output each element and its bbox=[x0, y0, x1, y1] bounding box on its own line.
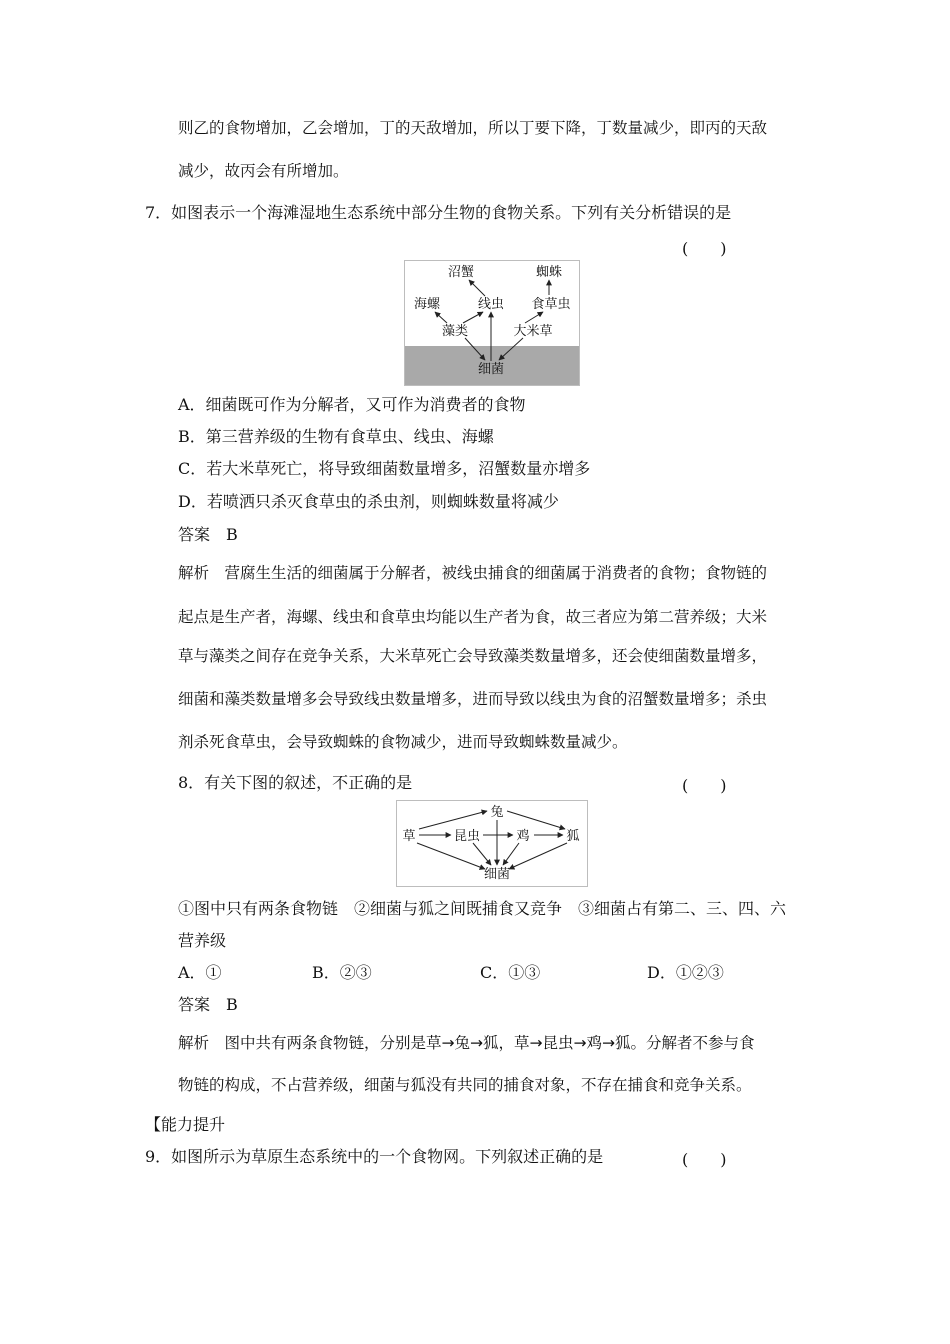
node-algae: 藻类 bbox=[441, 324, 469, 339]
q8-food-web-diagram bbox=[396, 800, 588, 887]
node-fox: 狐 bbox=[566, 829, 580, 844]
q7-option-c[interactable]: C．若大米草死亡，将导致细菌数量增多，沼蟹数量亦增多 bbox=[178, 459, 591, 478]
continuation-line-2: 减少，故丙会有所增加。 bbox=[178, 162, 349, 180]
q7-food-web-diagram bbox=[404, 260, 580, 386]
section-heading-ability: 【能力提升 bbox=[145, 1115, 226, 1134]
q7-answer: 答案 B bbox=[178, 525, 238, 544]
q8-statements-line-1: ①图中只有两条食物链 ②细菌与狐之间既捕食又竞争 ③细菌占有第二、三、四、六 bbox=[178, 899, 787, 918]
node-sea-snail: 海螺 bbox=[413, 297, 441, 312]
q7-analysis-line-3: 草与藻类之间存在竞争关系，大米草死亡会导致藻类数量增多，还会使细菌数量增多， bbox=[178, 647, 768, 665]
q8-answer-bracket: ( ) bbox=[682, 776, 727, 795]
node-spartina: 大米草 bbox=[513, 324, 553, 339]
q8-statements-line-2: 营养级 bbox=[178, 931, 227, 950]
node-grass: 草 bbox=[402, 829, 416, 844]
q7-stem: 7．如图表示一个海滩湿地生态系统中部分生物的食物关系。下列有关分析错误的是 bbox=[145, 203, 732, 222]
q7-analysis-line-5: 剂杀死食草虫，会导致蜘蛛的食物减少，进而导致蜘蛛数量减少。 bbox=[178, 733, 628, 751]
q7-analysis-line-1: 解析 营腐生生活的细菌属于分解者，被线虫捕食的细菌属于消费者的食物；食物链的 bbox=[178, 564, 768, 582]
node-bacteria: 细菌 bbox=[477, 362, 505, 377]
q9-answer-bracket: ( ) bbox=[682, 1150, 727, 1169]
q8-analysis-line-1: 解析 图中共有两条食物链，分别是草→兔→狐，草→昆虫→鸡→狐。分解者不参与食 bbox=[178, 1034, 755, 1052]
q7-answer-bracket: ( ) bbox=[682, 239, 727, 258]
node-chicken: 鸡 bbox=[516, 829, 530, 844]
q7-analysis-line-2: 起点是生产者，海螺、线虫和食草虫均能以生产者为食，故三者应为第二营养级；大米 bbox=[178, 608, 768, 626]
continuation-line-1: 则乙的食物增加，乙会增加，丁的天敌增加，所以丁要下降，丁数量减少，即丙的天敌 bbox=[178, 119, 768, 137]
q8-option-b[interactable]: B．②③ bbox=[312, 963, 372, 982]
node-insect: 昆虫 bbox=[453, 829, 481, 844]
node-rabbit: 兔 bbox=[490, 805, 504, 820]
q7-option-b[interactable]: B．第三营养级的生物有食草虫、线虫、海螺 bbox=[178, 427, 494, 446]
q8-option-d[interactable]: D．①②③ bbox=[647, 963, 724, 982]
node-spider: 蜘蛛 bbox=[535, 265, 563, 280]
node-nematode: 线虫 bbox=[477, 297, 505, 312]
q8-analysis-line-2: 物链的构成，不占营养级，细菌与狐没有共同的捕食对象，不存在捕食和竞争关系。 bbox=[178, 1076, 752, 1094]
q7-analysis-line-4: 细菌和藻类数量增多会导致线虫数量增多，进而导致以线虫为食的沼蟹数量增多；杀虫 bbox=[178, 690, 768, 708]
q8-option-c[interactable]: C．①③ bbox=[480, 963, 541, 982]
q7-option-a[interactable]: A．细菌既可作为分解者，又可作为消费者的食物 bbox=[178, 395, 526, 414]
node-shore-crab: 沼蟹 bbox=[447, 265, 475, 280]
q9-stem: 9．如图所示为草原生态系统中的一个食物网。下列叙述正确的是 bbox=[145, 1147, 604, 1166]
node-herbivorous-insect: 食草虫 bbox=[531, 297, 571, 312]
node-bacteria: 细菌 bbox=[483, 867, 511, 882]
q8-option-a[interactable]: A．① bbox=[178, 963, 222, 982]
q7-option-d[interactable]: D．若喷洒只杀灭食草虫的杀虫剂，则蜘蛛数量将减少 bbox=[178, 492, 559, 511]
q8-stem: 8．有关下图的叙述，不正确的是 bbox=[178, 773, 413, 792]
q8-answer: 答案 B bbox=[178, 995, 238, 1014]
